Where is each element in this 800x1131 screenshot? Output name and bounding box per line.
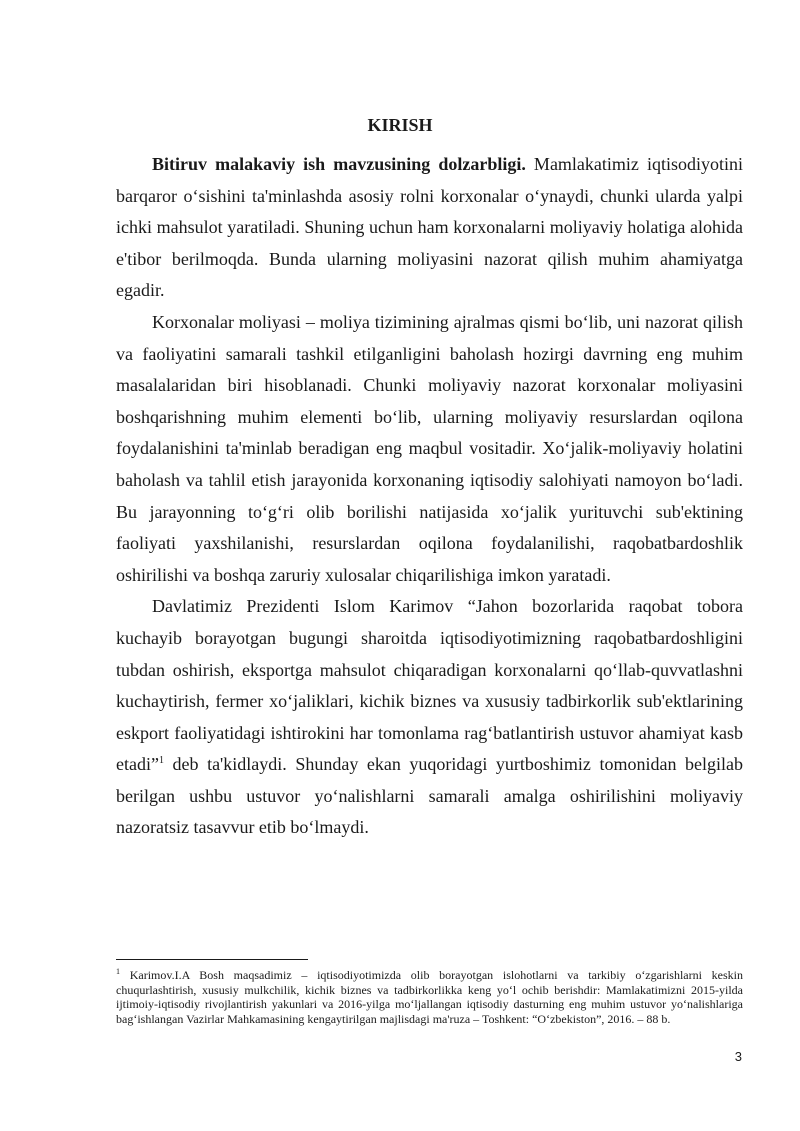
footnote-separator bbox=[116, 959, 308, 960]
footnote bbox=[116, 965, 743, 1026]
footnote-text: Karimov.I.A Bosh maqsadimiz – iqtisodiyotimizda olib borayotgan islohotlarni va tarkibiy o‘zgarishlarni keskin chuqurlashtirish, xususiy mulkchilik, kichik biznes va tadbirkorlikka keng yo‘l ochib berishdir: Mamlakatimizni 2015-yilda ijtimoiy-iqtisodiy rivojlantirish yakunlari va 2016-yilga mo‘ljallangan iqtisodiy dasturning eng muhim ustuvor yo‘nalishlariga bag‘ishlangan Vazirlar Mahkamasining kengaytirilgan majlisdagi ma'ruza – Toshkent: “O‘zbekiston”, 2016. – 88 b. bbox=[116, 968, 743, 1026]
page-number: 3 bbox=[734, 1049, 742, 1064]
paragraph-text: Davlatimiz Prezidenti Islom Karimov “Jahon bozorlarida raqobat tobora kuchayib borayotgan bugungi sharoitda iqtisodiyotimizning raqobatbardoshligini tubdan oshirish, eksportga mahsulot chiqaradigan korxonalarni qo‘llab-quvvatlashni kuchaytirish, fermer xo‘jaliklari, kichik biznes va xususiy tadbirkorlik sub'ektlarining eskport faoliyatidagi ishtirokini har tomonlama rag‘batlantirish ustuvor ahamiyat kasb etadi” bbox=[116, 596, 743, 775]
paragraph-lead: Bitiruv malakaviy ish mavzusining dolzarbligi. bbox=[152, 154, 526, 174]
paragraph-president-quote bbox=[116, 591, 743, 844]
paragraph-text: deb ta'kidlaydi. Shunday ekan yuqoridagi yurtboshimiz tomonidan belgilab berilgan ushbu ustuvor yo‘nalishlarni samarali amalga oshirilishini moliyaviy nazoratsiz tasavvur etib bo‘lmaydi. bbox=[116, 754, 743, 838]
paragraph-relevance bbox=[116, 149, 743, 307]
footnote-marker: 1 bbox=[116, 967, 120, 976]
paragraph-text: Mamlakatimiz iqtisodiyotini barqaror o‘sishini ta'minlashda asosiy rolni korxonalar o‘ynaydi, chunki ularda yalpi ichki mahsulot yaratiladi. Shuning uchun ham korxonalarni moliyaviy holatiga alohida e'tibor berilmoqda. Bunda ularning moliyasini nazorat qilish muhim ahamiyatga egadir. bbox=[116, 154, 743, 301]
body-text bbox=[116, 149, 743, 844]
section-heading: KIRISH bbox=[367, 115, 433, 135]
paragraph-enterprise-finance: Korxonalar moliyasi – moliya tizimining ajralmas qismi bo‘lib, uni nazorat qilish va faoliyatini samarali tashkil etilganligini baholash hozirgi davrning eng muhim masalalaridan biri hisoblanadi. Chunki moliyaviy nazorat korxonalar moliyasini boshqarishning muhim elementi bo‘lib, ularning moliyaviy resurslardan oqilona foydalanishini ta'minlab beradigan eng maqbul vositadir. Xo‘jalik-moliyaviy holatini baholash va tahlil etish jarayonida korxonaning iqtisodiy salohiyati namoyon bo‘ladi. Bu jarayonning to‘g‘ri olib borilishi natijasida xo‘jalik yurituvchi sub'ektining faoliyati yaxshilanishi, resurslardan oqilona foydalanilishi, raqobatbardoshlik oshirilishi va boshqa zaruriy xulosalar chiqarilishiga imkon yaratadi. bbox=[116, 311, 743, 585]
footnote-reference[interactable]: 1 bbox=[158, 755, 164, 767]
